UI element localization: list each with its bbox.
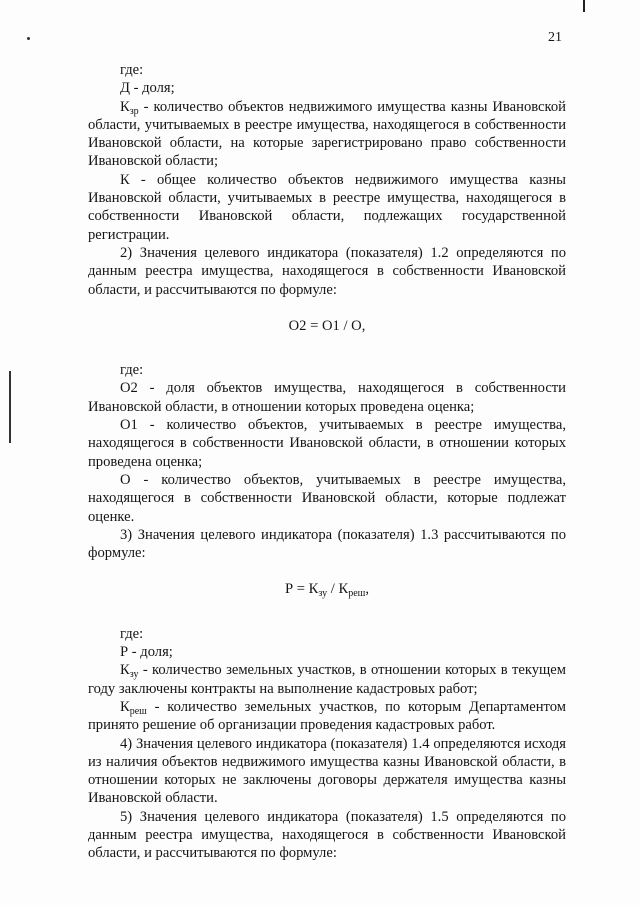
definition-r: Р - доля; (120, 644, 173, 661)
document-body (88, 61, 566, 863)
margin-mark (9, 371, 11, 443)
scan-artifact-line (583, 0, 585, 12)
paragraph-3: 3) Значения целевого индикатора (показателя) 1.3 рассчитываются по формуле: (88, 526, 566, 562)
formula-end: , (365, 581, 370, 598)
definition-kzr-text: - количество объектов недвижимого имущества казны Ивановской области, учитываемых в реестре имущества, находящегося в собственности Ивановской области, на которые зарегистрировано право собственности Ивановской области; (88, 98, 566, 170)
definition-kzu (88, 661, 566, 698)
subscript-resh: реш (348, 588, 366, 600)
definition-o: О - количество объектов, учитываемых в реестре имущества, находящегося в собственности Ивановской области, которые подлежат оценке. (88, 471, 566, 525)
definition-d: Д - доля; (120, 80, 175, 97)
subscript-resh: реш (129, 705, 147, 717)
formula-o2: О2 = О1 / О, (288, 317, 366, 334)
paragraph-5: 5) Значения целевого индикатора (показателя) 1.5 определяются по данным реестра имущества, находящегося в собственности Ивановской области, и рассчитываются по формуле: (88, 808, 566, 862)
definition-kresh-text: - количество земельных участков, по которым Департаментом принято решение об организации проведения кадастровых работ. (88, 698, 566, 734)
subscript-zu: зу (318, 588, 328, 600)
definition-kresh (88, 698, 566, 735)
symbol-k: К (120, 662, 130, 679)
scan-artifact-dot (27, 37, 30, 40)
subscript-zr: зр (129, 105, 139, 117)
definition-kzu-text: - количество земельных участков, в отношении которых в текущем году заключены контракты на выполнение кадастровых работ; (88, 662, 566, 697)
formula-lhs: Р = К (284, 581, 319, 598)
subscript-zu: зу (129, 669, 139, 681)
paragraph-4: 4) Значения целевого индикатора (показателя) 1.4 определяются исходя из наличия объектов недвижимого имущества казны Ивановской области, в отношении которых не заключены договоры держателя имущества казны Ивановской области. (88, 735, 566, 807)
paragraph-2: 2) Значения целевого индикатора (показателя) 1.2 определяются по данным реестра имущества, находящегося в собственности Ивановской области, и рассчитываются по формуле: (88, 244, 566, 298)
definition-kzr (88, 98, 566, 171)
where-label: где: (120, 625, 144, 642)
formula-mid: / К (327, 581, 349, 598)
where-label: где: (120, 62, 144, 78)
page-number: 21 (548, 30, 562, 45)
definition-o2: О2 - доля объектов имущества, находящегося в собственности Ивановской области, в отношении которых проведена оценка; (88, 380, 566, 415)
definition-o1: О1 - количество объектов, учитываемых в реестре имущества, находящегося в собственности Ивановской области, в отношении которых проведена оценка; (88, 417, 566, 470)
where-label: где: (120, 362, 144, 379)
symbol-k: К (120, 698, 130, 715)
symbol-k: К (120, 98, 130, 115)
definition-k: К - общее количество объектов недвижимого имущества казны Ивановской области, учитываемых в реестре имущества, находящегося в собственности Ивановской области, подлежащих государственной регистрации. (88, 171, 566, 243)
formula-r (88, 580, 566, 598)
